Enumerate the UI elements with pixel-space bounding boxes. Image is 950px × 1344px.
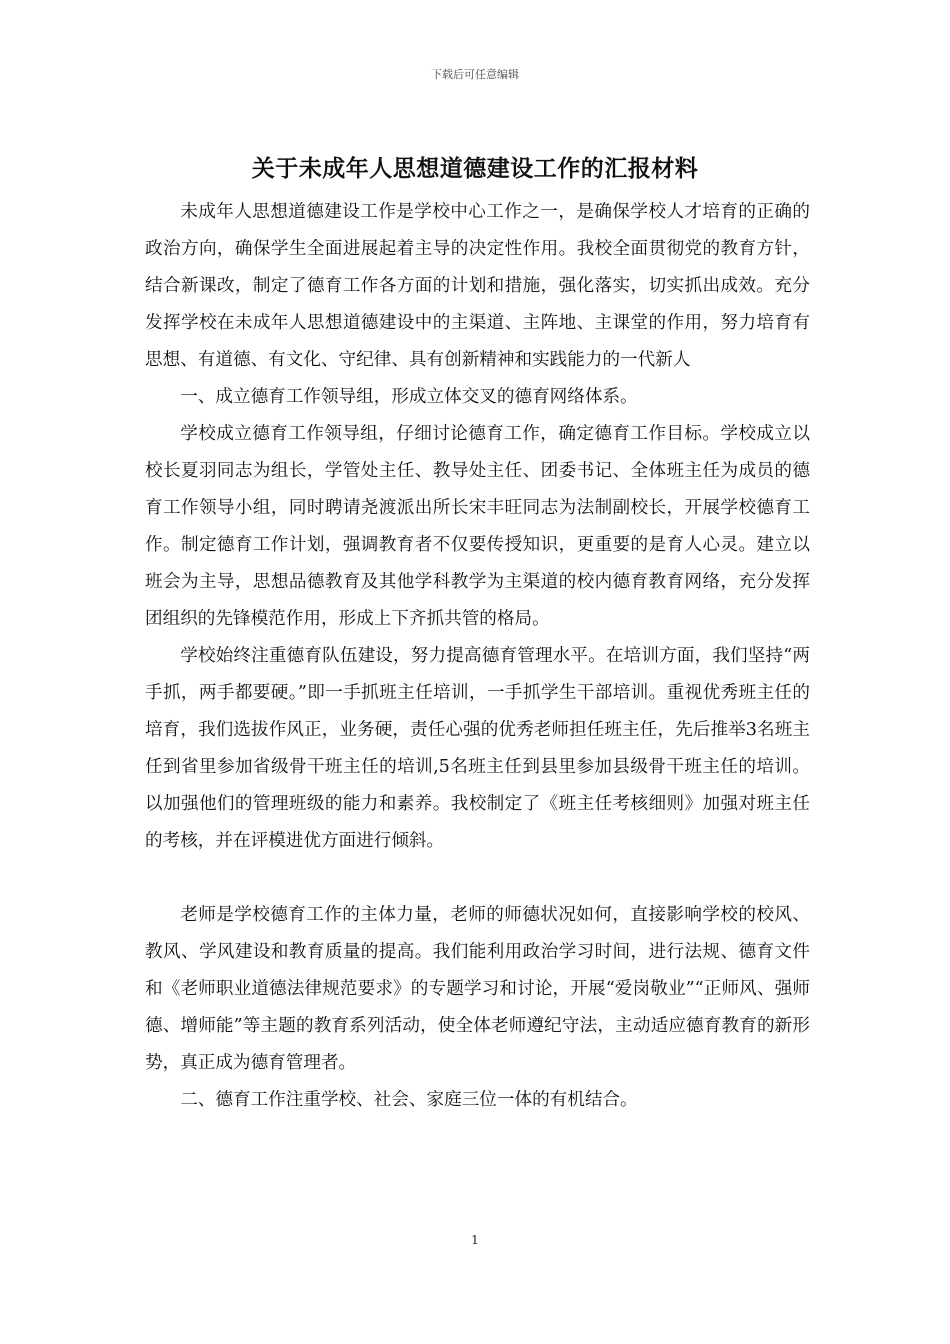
document-title: 关于未成年人思想道德建设工作的汇报材料 bbox=[251, 155, 699, 182]
page-number: 1 bbox=[471, 1233, 479, 1247]
section-heading-1: 一、成立德育工作领导组，形成立体交叉的德育网络体系。 bbox=[180, 387, 638, 407]
paragraph-intro: 未成年人思想道德建设工作是学校中心工作之一，是确保学校人才培育的正确的政治方向，确保学生全面进展起着主导的决定性作用。我校全面贯彻党的教育方针，结合新课改，制定了德育工作各方面的计划和措施，强化落实，切实抓出成效。充分发挥学校在未成年人思想道德建设中的主渠道、主阵地、主课堂的作用，努力培育有思想、有道德、有文化、守纪律、具有创新精神和实践能力的一代新人 bbox=[145, 202, 810, 370]
section-heading-2: 二、德育工作注重学校、社会、家庭三位一体的有机结合。 bbox=[180, 1090, 638, 1110]
paragraph-spacer bbox=[145, 860, 810, 897]
paragraph-team-building: 学校始终注重德育队伍建设，努力提高德育管理水平。在培训方面，我们坚持“两手抓，两手都要硬。”即一手抓班主任培训，一手抓学生干部培训。重视优秀班主任的培育，我们选拔作风正，业务硬，责任心强的优秀老师担任班主任，先后推举3名班主任到省里参加省级骨干班主任的培训,5名班主任到县里参加县级骨干班主任的培训。以加强他们的管理班级的能力和素养。我校制定了《班主任考核细则》加强对班主任的考核，并在评模进优方面进行倾斜。 bbox=[145, 646, 810, 851]
document-body bbox=[145, 194, 810, 1119]
paragraph-teachers: 老师是学校德育工作的主体力量，老师的师德状况如何，直接影响学校的校风、教风、学风建设和教育质量的提高。我们能利用政治学习时间，进行法规、德育文件和《老师职业道德法律规范要求》的专题学习和讨论，开展“爱岗敬业”“正师风、强师德、增师能”等主题的教育系列活动，使全体老师遵纪守法，主动适应德育教育的新形势，真正成为德育管理者。 bbox=[145, 905, 810, 1073]
page-header-note: 下载后可任意编辑 bbox=[431, 68, 519, 81]
paragraph-leadership-group: 学校成立德育工作领导组，仔细讨论德育工作，确定德育工作目标。学校成立以校长夏羽同志为组长，学管处主任、教导处主任、团委书记、全体班主任为成员的德育工作领导小组，同时聘请尧渡派出所长宋丰旺同志为法制副校长，开展学校德育工作。制定德育工作计划，强调教育者不仅要传授知识，更重要的是育人心灵。建立以班会为主导，思想品德教育及其他学科教学为主渠道的校内德育教育网络，充分发挥团组织的先锋模范作用，形成上下齐抓共管的格局。 bbox=[145, 424, 810, 629]
